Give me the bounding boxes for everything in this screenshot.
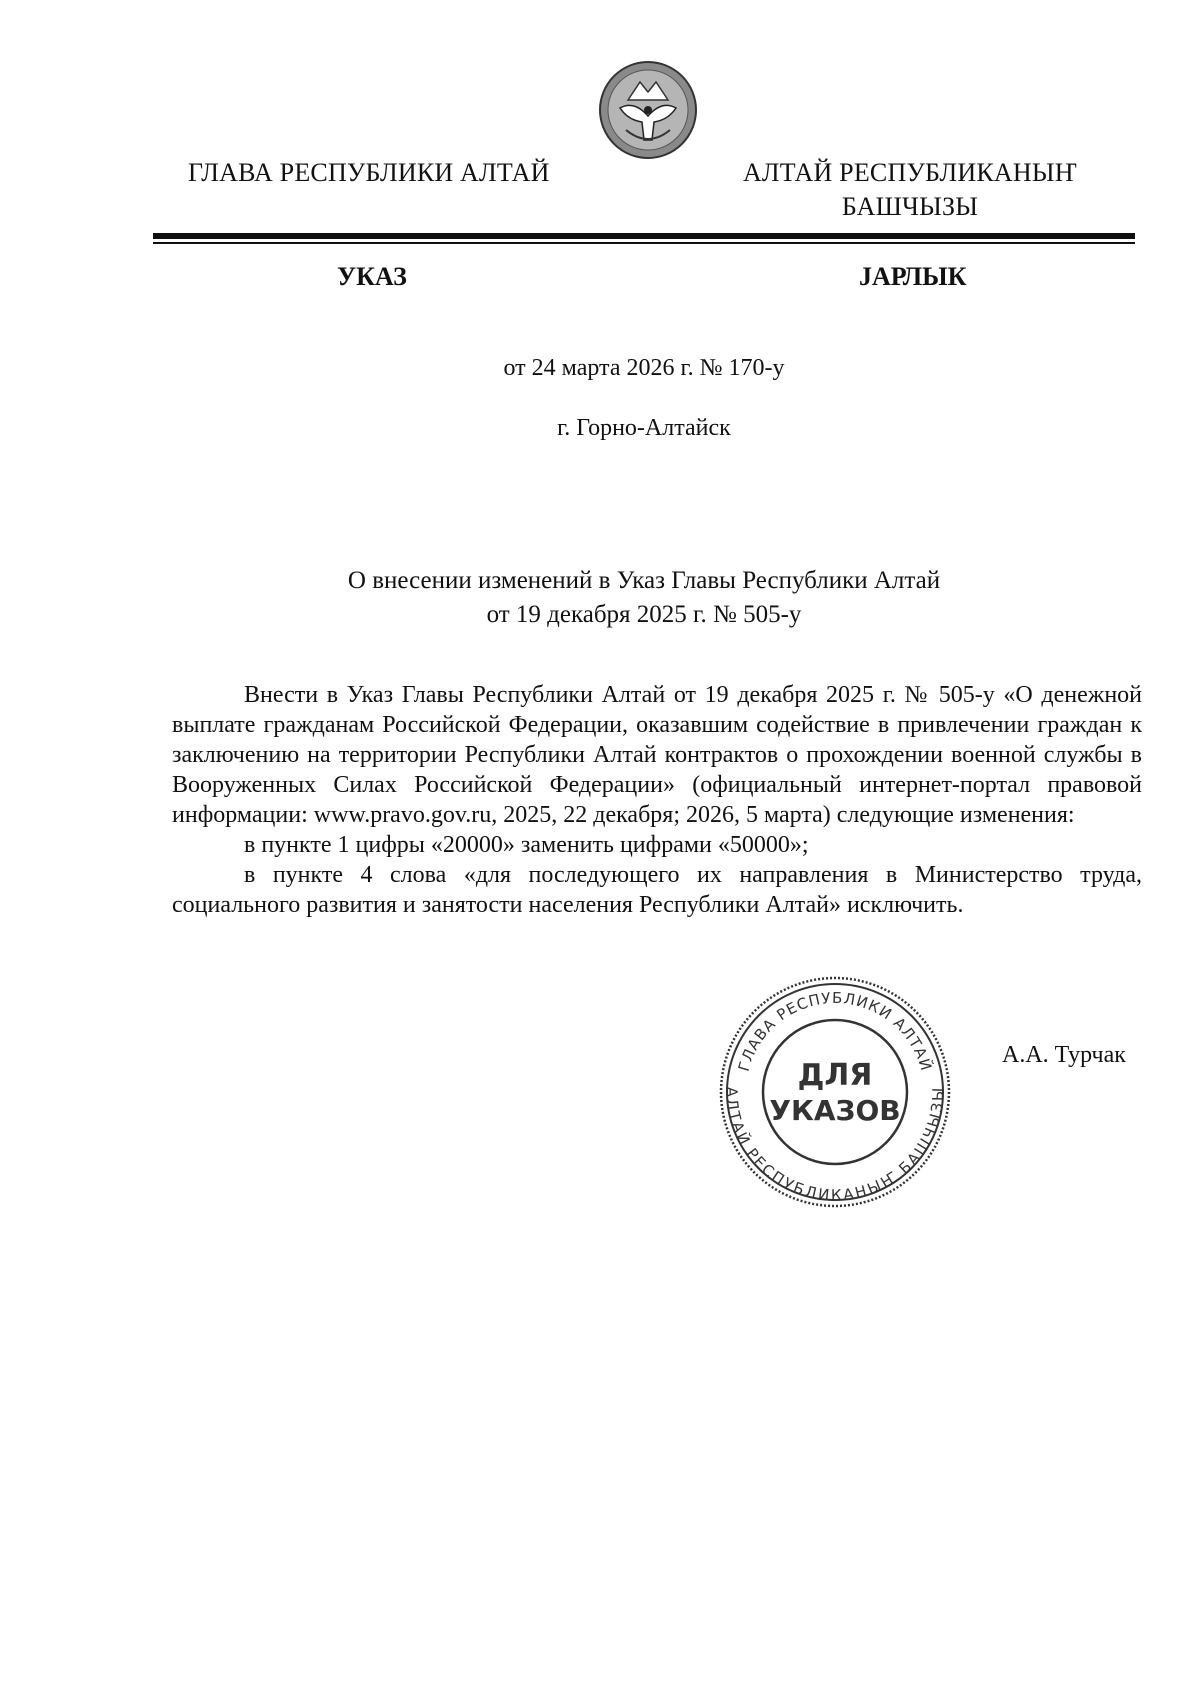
document-kind-ru: УКАЗ	[337, 262, 407, 291]
document-date-number: от 24 марта 2026 г. № 170-у	[503, 355, 785, 381]
header-right-title	[700, 156, 1120, 224]
seal-top-text: ГЛАВА РЕСПУБЛИКИ АЛТАЙ	[734, 988, 936, 1074]
body-paragraph: в пункте 1 цифры «20000» заменить цифрами «50000»;	[244, 832, 809, 858]
official-seal	[718, 975, 952, 1209]
seal-bottom-text: АЛТАЙ РЕСПУБЛИКАНЫҤ БАШЧЫЗЫ	[722, 1086, 948, 1205]
document-body	[172, 680, 1142, 920]
document-title-line2: от 19 декабря 2025 г. № 505-у	[486, 601, 802, 628]
body-paragraph: в пункте 4 слова «для последующего их направления в Министерство труда, социального развития и занятости населения Республики Алтай» исключить.	[172, 862, 1142, 918]
header-right-title-line1: АЛТАЙ РЕСПУБЛИКАНЫҤ	[742, 158, 1078, 187]
seal-center-line2: УКАЗОВ	[769, 1094, 901, 1127]
header-divider-thick	[153, 233, 1135, 239]
document-city: г. Горно-Алтайск	[557, 415, 731, 441]
document-title	[153, 564, 1135, 632]
header-left-title: ГЛАВА РЕСПУБЛИКИ АЛТАЙ	[188, 158, 550, 187]
seal-center-line1: ДЛЯ	[797, 1058, 873, 1093]
signer-name: А.А. Турчак	[1002, 1042, 1126, 1068]
document-title-line1: О внесении изменений в Указ Главы Республики Алтай	[347, 567, 941, 594]
document-kind-alt: ЈАРЛЫК	[859, 262, 967, 291]
body-paragraph: Внести в Указ Главы Республики Алтай от 19 декабря 2025 г. № 505-у «О денежной выплате гражданам Российской Федерации, оказавшим содействие в привлечении граждан к заключению на территории Республики Алтай контрактов о прохождении военной службы в Вооруженных Силах Российской Федерации» (официальный интернет-портал правовой информации: www.pravo.gov.ru, 2025, 22 декабря; 2026, 5 марта) следующие изменения:	[172, 682, 1142, 828]
coat-of-arms-icon	[598, 60, 698, 160]
header-divider-thin	[153, 242, 1135, 244]
header-right-title-line2: БАШЧЫЗЫ	[841, 192, 979, 221]
